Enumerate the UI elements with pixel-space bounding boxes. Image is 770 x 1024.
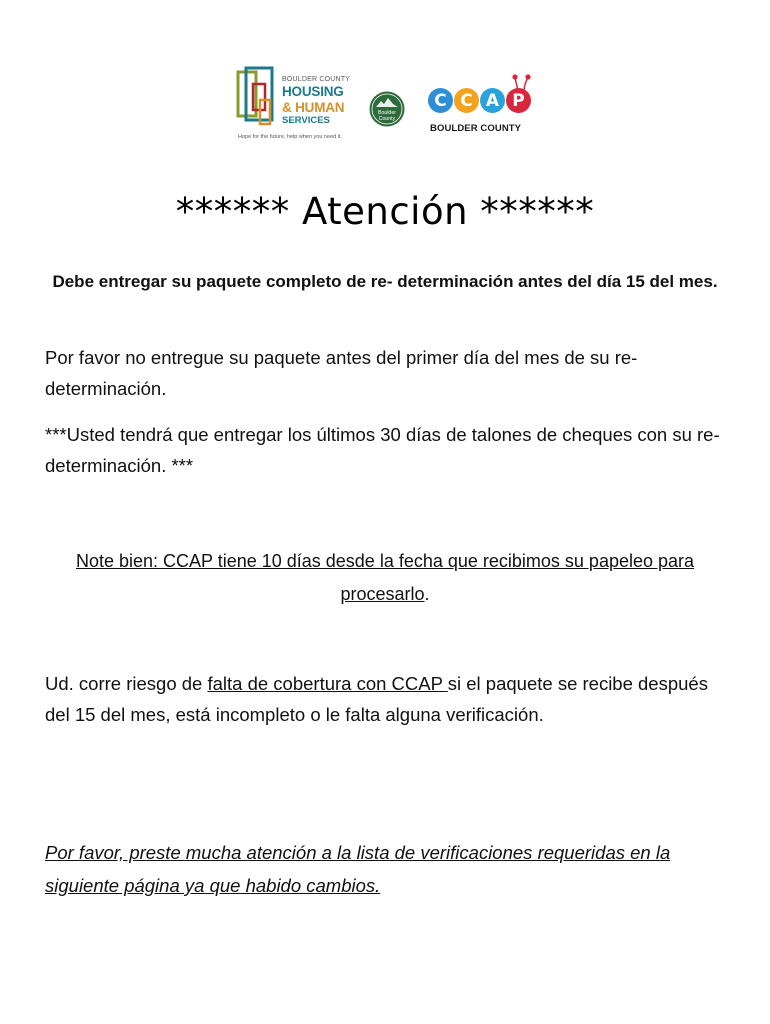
ccap-letter-c1: C — [428, 88, 453, 113]
paragraph-pay-stubs: ***Usted tendrá que entregar los últimos 30 días de talones de cheques con su re-determinación. *** — [45, 424, 720, 476]
seal-text-line1: Boulder — [378, 110, 396, 116]
hhs-logo-county: BOULDER COUNTY — [282, 76, 351, 83]
coverage-risk-underlined: falta de cobertura con CCAP — [207, 673, 448, 694]
hhs-logo-tagline: Hope for the future, help when you need it. — [238, 134, 342, 140]
seal-text-line2: County — [378, 116, 396, 122]
paragraph-coverage-risk — [45, 668, 735, 730]
hhs-logo-text — [282, 76, 350, 126]
boulder-county-seal-icon — [368, 90, 406, 128]
page-title: ****** Atención ****** — [175, 190, 595, 233]
ccap-letter-p: P — [506, 88, 531, 113]
hhs-logo-housing: HOUSING — [282, 84, 344, 99]
coverage-risk-start: Ud. corre riesgo de — [45, 673, 208, 694]
hhs-logo-mark — [236, 66, 276, 128]
hhs-logo-services: SERVICES — [282, 115, 330, 126]
paragraph-submission-timing: Por favor no entregue su paquete antes del primer día del mes de su re-determinación. — [45, 347, 638, 399]
logo-strip — [232, 62, 542, 146]
processing-time-note-period: . — [424, 584, 430, 604]
verification-list-notice: Por favor, preste mucha atención a la lista de verificaciones requeridas en la siguiente página ya que habido cambios. — [45, 842, 671, 896]
ccap-letter-a: A — [480, 88, 505, 113]
processing-time-note — [40, 545, 730, 611]
ccap-logo — [428, 74, 538, 134]
ccap-letter-c2: C — [454, 88, 479, 113]
deadline-notice: Debe entregar su paquete completo de re- determinación antes del día 15 del mes. — [52, 272, 718, 291]
coverage-risk-end: si el paquete se recibe después del 15 del mes, está incompleto o le falta alguna verificación. — [45, 673, 708, 725]
hhs-logo-human: & HUMAN — [282, 99, 345, 115]
ccap-letters — [428, 88, 531, 113]
processing-time-note-text: Note bien: CCAP tiene 10 días desde la fecha que recibimos su papeleo para procesarlo — [75, 551, 695, 604]
ccap-logo-subtitle: BOULDER COUNTY — [430, 123, 522, 134]
